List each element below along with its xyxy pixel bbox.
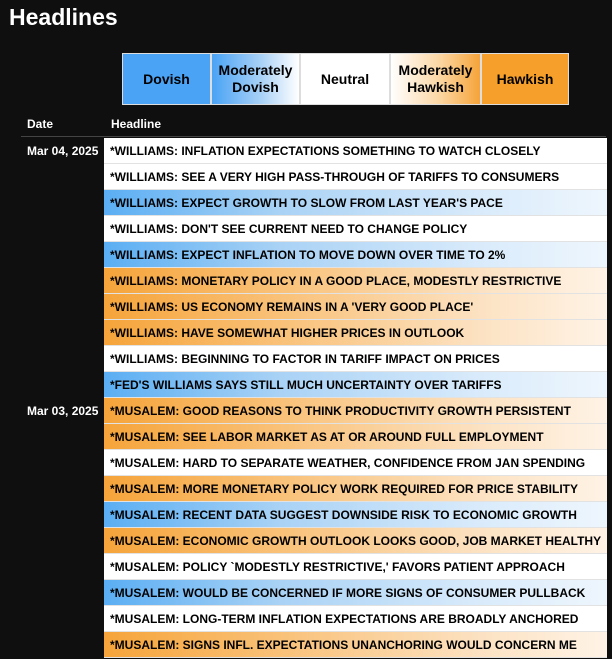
headline-row[interactable]: *WILLIAMS: EXPECT GROWTH TO SLOW FROM LAST YEAR'S PACE — [104, 190, 607, 216]
date-label: Mar 04, 2025 — [27, 144, 99, 158]
headline-row[interactable]: *WILLIAMS: EXPECT INFLATION TO MOVE DOWN OVER TIME TO 2% — [104, 242, 607, 268]
headline-row[interactable]: *WILLIAMS: SEE A VERY HIGH PASS-THROUGH OF TARIFFS TO CONSUMERS — [104, 164, 607, 190]
headline-row[interactable]: *WILLIAMS: INFLATION EXPECTATIONS SOMETHING TO WATCH CLOSELY — [104, 138, 607, 164]
headline-row[interactable]: *MUSALEM: MORE MONETARY POLICY WORK REQUIRED FOR PRICE STABILITY — [104, 476, 607, 502]
date-label: Mar 03, 2025 — [27, 404, 99, 418]
headline-row[interactable]: *FED'S WILLIAMS SAYS STILL MUCH UNCERTAINTY OVER TARIFFS — [104, 372, 607, 398]
headline-row[interactable]: *MUSALEM: SIGNS INFL. EXPECTATIONS UNANCHORING WOULD CONCERN ME — [104, 632, 607, 658]
column-header-headline: Headline — [111, 117, 162, 131]
sentiment-legend — [122, 53, 569, 105]
headline-row[interactable]: *WILLIAMS: DON'T SEE CURRENT NEED TO CHANGE POLICY — [104, 216, 607, 242]
headline-row[interactable]: *MUSALEM: GOOD REASONS TO THINK PRODUCTIVITY GROWTH PERSISTENT — [104, 398, 607, 424]
headline-list — [104, 138, 607, 658]
headline-row[interactable]: *MUSALEM: LONG-TERM INFLATION EXPECTATIONS ARE BROADLY ANCHORED — [104, 606, 607, 632]
headline-row[interactable]: *MUSALEM: SEE LABOR MARKET AS AT OR AROUND FULL EMPLOYMENT — [104, 424, 607, 450]
headline-row[interactable]: *MUSALEM: POLICY `MODESTLY RESTRICTIVE,' FAVORS PATIENT APPROACH — [104, 554, 607, 580]
header-divider — [21, 136, 606, 137]
headline-row[interactable]: *WILLIAMS: MONETARY POLICY IN A GOOD PLACE, MODESTLY RESTRICTIVE — [104, 268, 607, 294]
headline-row[interactable]: *MUSALEM: HARD TO SEPARATE WEATHER, CONFIDENCE FROM JAN SPENDING — [104, 450, 607, 476]
headline-row[interactable]: *WILLIAMS: BEGINNING TO FACTOR IN TARIFF IMPACT ON PRICES — [104, 346, 607, 372]
legend-moderately-dovish: Moderately Dovish — [211, 53, 300, 105]
page-title: Headlines — [9, 4, 118, 30]
headline-row[interactable]: *WILLIAMS: US ECONOMY REMAINS IN A 'VERY GOOD PLACE' — [104, 294, 607, 320]
column-header-date: Date — [27, 117, 54, 131]
headline-row[interactable]: *MUSALEM: ECONOMIC GROWTH OUTLOOK LOOKS GOOD, JOB MARKET HEALTHY — [104, 528, 607, 554]
legend-neutral: Neutral — [300, 53, 390, 105]
legend-hawkish: Hawkish — [481, 53, 569, 105]
legend-moderately-hawkish: Moderately Hawkish — [390, 53, 481, 105]
headline-row[interactable]: *MUSALEM: WOULD BE CONCERNED IF MORE SIGNS OF CONSUMER PULLBACK — [104, 580, 607, 606]
headline-row[interactable]: *WILLIAMS: HAVE SOMEWHAT HIGHER PRICES IN OUTLOOK — [104, 320, 607, 346]
legend-dovish: Dovish — [122, 53, 211, 105]
headline-row[interactable]: *MUSALEM: RECENT DATA SUGGEST DOWNSIDE RISK TO ECONOMIC GROWTH — [104, 502, 607, 528]
